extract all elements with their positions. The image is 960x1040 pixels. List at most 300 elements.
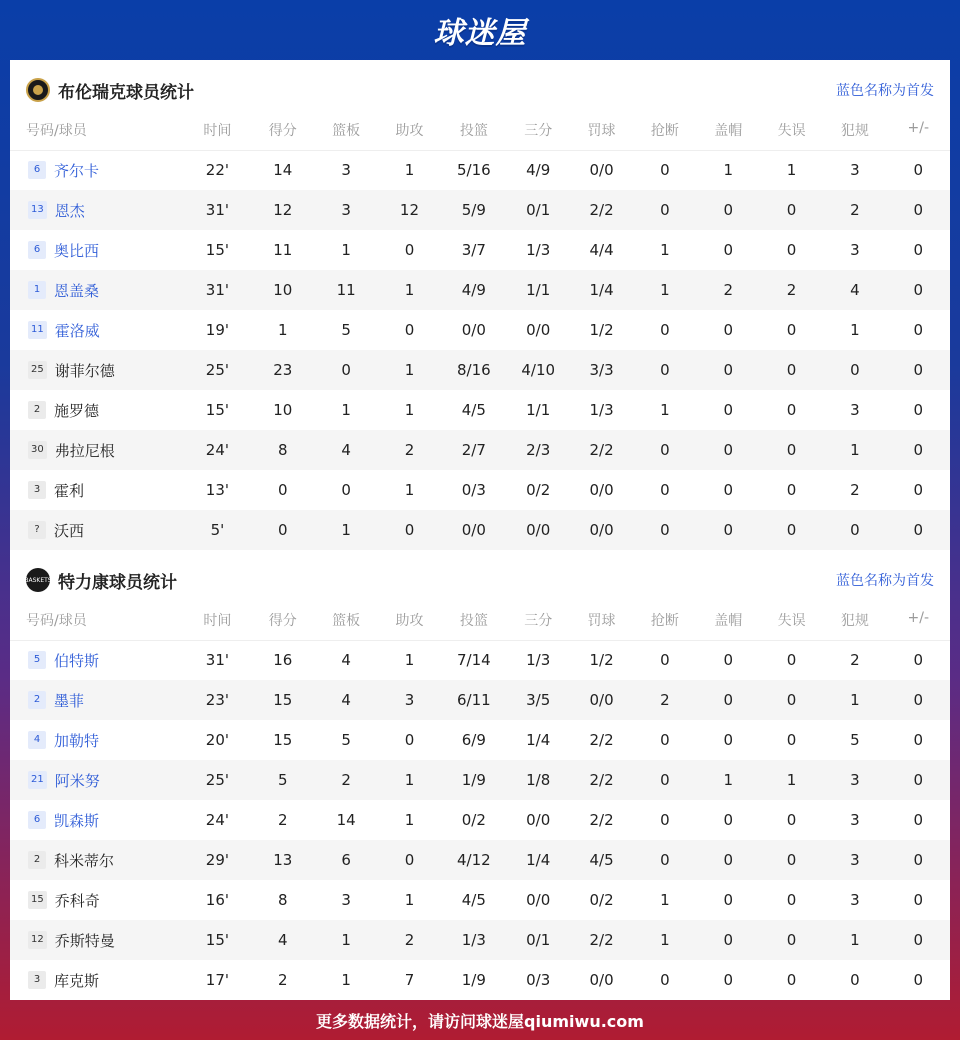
jersey-number-badge: 6 — [28, 161, 46, 179]
table-row[interactable] — [10, 880, 950, 920]
stat-cell: 0 — [760, 680, 823, 720]
stat-cell: 1 — [378, 350, 441, 390]
jersey-number-badge: 4 — [28, 731, 46, 749]
stat-cell: 0 — [887, 470, 950, 510]
table-row[interactable] — [10, 510, 950, 550]
stat-cell: 4 — [314, 430, 377, 470]
jersey-number-badge: 13 — [28, 201, 47, 219]
jersey-number-badge: ? — [28, 521, 46, 539]
stat-cell: 0 — [887, 880, 950, 920]
team-section — [10, 550, 950, 1000]
stat-cell: 2 — [633, 680, 696, 720]
table-row[interactable] — [10, 190, 950, 230]
stat-cell: 0 — [697, 470, 760, 510]
table-row[interactable] — [10, 230, 950, 270]
stat-cell: 7/14 — [441, 640, 506, 680]
player-cell[interactable] — [10, 270, 184, 310]
stat-cell: 1 — [314, 390, 377, 430]
stat-cell: 1/3 — [507, 640, 570, 680]
stat-cell: 22' — [184, 150, 251, 190]
starter-legend-note: 蓝色名称为首发 — [836, 573, 934, 589]
stat-cell: 13 — [251, 840, 314, 880]
player-name-link[interactable]: 加勒特 — [54, 731, 100, 750]
stat-cell: 1/8 — [507, 760, 570, 800]
stat-cell: 17' — [184, 960, 251, 1000]
stat-cell: 4/9 — [507, 150, 570, 190]
stat-cell: 0 — [633, 350, 696, 390]
player-name-link[interactable]: 乔科奇 — [54, 891, 100, 910]
stat-cell: 1 — [378, 390, 441, 430]
stat-cell: 0 — [378, 230, 441, 270]
player-cell[interactable] — [10, 840, 184, 880]
stat-cell: 0/0 — [570, 470, 633, 510]
stat-cell: 14 — [314, 800, 377, 840]
stat-cell: 5 — [251, 760, 314, 800]
stat-cell: 2 — [378, 920, 441, 960]
jersey-number-badge: 11 — [28, 321, 47, 339]
stat-cell: 25' — [184, 350, 251, 390]
stat-cell: 0 — [760, 350, 823, 390]
player-name-link[interactable]: 齐尔卡 — [54, 161, 100, 180]
column-header[interactable]: +/- — [887, 610, 950, 640]
stat-cell: 2 — [823, 470, 886, 510]
stat-cell: 3 — [314, 190, 377, 230]
stat-cell: 19' — [184, 310, 251, 350]
stat-cell: 1/4 — [507, 840, 570, 880]
stat-cell: 2/2 — [570, 430, 633, 470]
stat-cell: 0 — [760, 720, 823, 760]
stat-cell: 2 — [823, 190, 886, 230]
player-cell[interactable] — [10, 960, 184, 1000]
stat-cell: 0 — [760, 880, 823, 920]
footer-banner[interactable]: 更多数据统计，请访问球迷屋qiumiwu.com — [316, 1011, 644, 1031]
table-row[interactable] — [10, 720, 950, 760]
column-header[interactable]: +/- — [887, 120, 950, 150]
stat-cell: 3/3 — [570, 350, 633, 390]
jersey-number-badge: 1 — [28, 281, 46, 299]
stat-cell: 0 — [760, 920, 823, 960]
stat-cell: 1 — [378, 760, 441, 800]
stat-cell: 7 — [378, 960, 441, 1000]
stat-cell: 2 — [314, 760, 377, 800]
stat-cell: 1/1 — [507, 270, 570, 310]
stat-cell: 0 — [697, 960, 760, 1000]
stat-cell: 0/0 — [507, 510, 570, 550]
stat-cell: 12 — [378, 190, 441, 230]
stat-cell: 4/5 — [441, 390, 506, 430]
stat-cell: 0 — [760, 390, 823, 430]
stat-cell: 3 — [823, 230, 886, 270]
stat-cell: 0 — [760, 800, 823, 840]
stat-cell: 0 — [760, 510, 823, 550]
stat-cell: 0 — [887, 960, 950, 1000]
team-title: 特力康球员统计 — [58, 572, 177, 593]
stat-cell: 5 — [314, 720, 377, 760]
player-cell[interactable] — [10, 390, 184, 430]
table-row[interactable] — [10, 760, 950, 800]
stat-cell: 0 — [633, 720, 696, 760]
column-header[interactable]: 罚球 — [570, 120, 633, 150]
column-header[interactable]: 号码/球员 — [10, 610, 184, 640]
stat-cell: 1/4 — [570, 270, 633, 310]
table-header-row — [10, 120, 950, 150]
brand-logo: 球迷屋 — [433, 16, 527, 51]
column-header[interactable]: 抢断 — [633, 610, 696, 640]
stat-cell: 4 — [251, 920, 314, 960]
column-header[interactable]: 犯规 — [823, 120, 886, 150]
stat-cell: 0 — [760, 640, 823, 680]
stat-cell: 1/3 — [441, 920, 506, 960]
stat-cell: 2/2 — [570, 720, 633, 760]
stat-cell: 0/3 — [507, 960, 570, 1000]
stat-cell: 0 — [378, 510, 441, 550]
stat-cell: 0/0 — [507, 310, 570, 350]
stat-cell: 2 — [378, 430, 441, 470]
table-row[interactable] — [10, 640, 950, 680]
stat-cell: 4/5 — [441, 880, 506, 920]
table-row[interactable] — [10, 270, 950, 310]
stat-cell: 0 — [633, 800, 696, 840]
stat-cell: 0 — [251, 470, 314, 510]
stat-cell: 1/2 — [570, 310, 633, 350]
player-name-link[interactable]: 墨菲 — [54, 691, 85, 710]
stat-cell: 1 — [760, 150, 823, 190]
stat-cell: 0/0 — [570, 680, 633, 720]
stat-cell: 0 — [633, 960, 696, 1000]
stat-cell: 12 — [251, 190, 314, 230]
column-header[interactable]: 罚球 — [570, 610, 633, 640]
stat-cell: 0 — [760, 960, 823, 1000]
stat-cell: 0 — [697, 680, 760, 720]
stat-cell: 1 — [378, 880, 441, 920]
stat-cell: 1 — [314, 960, 377, 1000]
stat-cell: 1 — [633, 390, 696, 430]
stat-cell: 24' — [184, 800, 251, 840]
stat-cell: 4/12 — [441, 840, 506, 880]
column-header[interactable]: 失误 — [760, 120, 823, 150]
stat-cell: 0/2 — [441, 800, 506, 840]
stat-cell: 1 — [378, 640, 441, 680]
stat-cell: 0 — [697, 510, 760, 550]
player-name-link[interactable]: 恩杰 — [54, 201, 85, 220]
jersey-number-badge: 6 — [28, 811, 46, 829]
stat-cell: 0 — [887, 640, 950, 680]
stat-cell: 8/16 — [441, 350, 506, 390]
stat-cell: 2/2 — [570, 190, 633, 230]
column-header[interactable]: 盖帽 — [697, 610, 760, 640]
jersey-number-badge: 21 — [28, 771, 47, 789]
player-name-link[interactable]: 沃西 — [54, 521, 85, 540]
stat-cell: 4/4 — [570, 230, 633, 270]
stat-cell: 3 — [823, 880, 886, 920]
stat-cell: 10 — [251, 270, 314, 310]
jersey-number-badge: 3 — [28, 971, 46, 989]
column-header[interactable]: 篮板 — [314, 610, 377, 640]
stat-cell: 0 — [378, 720, 441, 760]
stat-cell: 1 — [378, 800, 441, 840]
player-name-link[interactable]: 霍洛威 — [54, 321, 100, 340]
stat-cell: 4 — [314, 640, 377, 680]
stat-cell: 1 — [633, 230, 696, 270]
stat-cell: 5' — [184, 510, 251, 550]
stat-cell: 0 — [378, 310, 441, 350]
stat-cell: 4/9 — [441, 270, 506, 310]
stat-cell: 2/3 — [507, 430, 570, 470]
jersey-number-badge: 2 — [28, 401, 46, 419]
stat-cell: 1 — [823, 920, 886, 960]
player-cell[interactable] — [10, 720, 184, 760]
column-header[interactable]: 助攻 — [378, 120, 441, 150]
column-header[interactable]: 得分 — [251, 120, 314, 150]
stat-cell: 11 — [251, 230, 314, 270]
player-name-link[interactable]: 科米蒂尔 — [54, 851, 115, 870]
column-header[interactable]: 投篮 — [441, 610, 506, 640]
team-header — [10, 60, 950, 120]
column-header[interactable]: 三分 — [507, 120, 570, 150]
column-header[interactable]: 助攻 — [378, 610, 441, 640]
stat-cell: 4/10 — [507, 350, 570, 390]
stat-cell: 1/9 — [441, 960, 506, 1000]
stat-cell: 5 — [314, 310, 377, 350]
player-name-link[interactable]: 乔斯特曼 — [54, 931, 115, 950]
stat-cell: 23 — [251, 350, 314, 390]
stat-cell: 0 — [697, 430, 760, 470]
player-cell[interactable] — [10, 430, 184, 470]
stat-cell: 0 — [251, 510, 314, 550]
stat-cell: 0 — [697, 800, 760, 840]
player-cell[interactable] — [10, 470, 184, 510]
jersey-number-badge: 12 — [28, 931, 47, 949]
stat-cell: 1 — [823, 430, 886, 470]
stat-cell: 0 — [887, 310, 950, 350]
stat-cell: 8 — [251, 880, 314, 920]
jersey-number-badge: 5 — [28, 651, 46, 669]
column-header[interactable]: 犯规 — [823, 610, 886, 640]
stat-cell: 1 — [314, 920, 377, 960]
player-name-link[interactable]: 奥比西 — [54, 241, 100, 260]
stat-cell: 0 — [887, 800, 950, 840]
stat-cell: 1 — [378, 270, 441, 310]
table-row[interactable] — [10, 470, 950, 510]
stat-cell: 0 — [887, 190, 950, 230]
stat-cell: 0 — [760, 230, 823, 270]
stat-cell: 0 — [314, 470, 377, 510]
jersey-number-badge: 6 — [28, 241, 46, 259]
stat-cell: 10 — [251, 390, 314, 430]
stat-cell: 0 — [633, 310, 696, 350]
player-name-link[interactable]: 伯特斯 — [54, 651, 100, 670]
stat-cell: 0 — [633, 430, 696, 470]
player-cell[interactable] — [10, 350, 184, 390]
stats-panel — [10, 60, 950, 1000]
stat-cell: 1/4 — [507, 720, 570, 760]
jersey-number-badge: 2 — [28, 691, 46, 709]
telekom-baskets-logo-icon: BASKETS — [26, 568, 50, 592]
player-cell[interactable] — [10, 190, 184, 230]
stat-cell: 0/3 — [441, 470, 506, 510]
stat-cell: 0 — [697, 350, 760, 390]
stat-cell: 1 — [633, 880, 696, 920]
teams-container — [10, 60, 950, 1000]
stat-cell: 3 — [378, 680, 441, 720]
stat-cell: 2 — [251, 960, 314, 1000]
table-row[interactable] — [10, 430, 950, 470]
table-row[interactable] — [10, 800, 950, 840]
stat-cell: 2 — [251, 800, 314, 840]
stat-cell: 3 — [823, 800, 886, 840]
table-row[interactable] — [10, 390, 950, 430]
stat-cell: 0 — [887, 760, 950, 800]
column-header[interactable]: 时间 — [184, 610, 251, 640]
stat-cell: 0/0 — [441, 310, 506, 350]
stat-cell: 6 — [314, 840, 377, 880]
stat-cell: 0 — [697, 920, 760, 960]
stat-cell: 1 — [378, 150, 441, 190]
column-header[interactable]: 投篮 — [441, 120, 506, 150]
player-name-link[interactable]: 霍利 — [54, 481, 85, 500]
stat-cell: 0 — [633, 150, 696, 190]
stat-cell: 2 — [760, 270, 823, 310]
table-row[interactable] — [10, 680, 950, 720]
stat-cell: 0 — [697, 640, 760, 680]
column-header[interactable]: 抢断 — [633, 120, 696, 150]
stat-cell: 0 — [887, 350, 950, 390]
stat-cell: 1 — [760, 760, 823, 800]
stat-cell: 16' — [184, 880, 251, 920]
column-header[interactable]: 得分 — [251, 610, 314, 640]
stat-cell: 0/0 — [570, 150, 633, 190]
stat-cell: 0 — [887, 390, 950, 430]
stat-cell: 0 — [823, 510, 886, 550]
stat-cell: 31' — [184, 640, 251, 680]
header — [0, 0, 960, 60]
player-name-link[interactable]: 谢菲尔德 — [54, 361, 115, 380]
stat-cell: 25' — [184, 760, 251, 800]
stat-cell: 2/2 — [570, 800, 633, 840]
player-cell[interactable] — [10, 880, 184, 920]
stat-cell: 1 — [314, 510, 377, 550]
jersey-number-badge: 15 — [28, 891, 47, 909]
stat-cell: 2/2 — [570, 760, 633, 800]
table-row[interactable] — [10, 840, 950, 880]
player-cell[interactable] — [10, 230, 184, 270]
player-cell[interactable] — [10, 680, 184, 720]
column-header[interactable]: 盖帽 — [697, 120, 760, 150]
stat-cell: 0 — [823, 960, 886, 1000]
player-cell[interactable] — [10, 310, 184, 350]
stat-cell: 0 — [633, 840, 696, 880]
stat-cell: 1/1 — [507, 390, 570, 430]
stat-cell: 0 — [887, 270, 950, 310]
stat-cell: 31' — [184, 190, 251, 230]
table-row[interactable] — [10, 960, 950, 1000]
stat-cell: 0 — [697, 390, 760, 430]
stat-cell: 0/0 — [507, 880, 570, 920]
player-name-link[interactable]: 凯森斯 — [54, 811, 100, 830]
table-row[interactable] — [10, 310, 950, 350]
stat-cell: 15 — [251, 720, 314, 760]
stat-cell: 14 — [251, 150, 314, 190]
column-header[interactable]: 篮板 — [314, 120, 377, 150]
stat-cell: 0 — [697, 190, 760, 230]
stat-cell: 0 — [823, 350, 886, 390]
table-row[interactable] — [10, 150, 950, 190]
player-cell[interactable] — [10, 640, 184, 680]
stat-cell: 0/2 — [507, 470, 570, 510]
column-header[interactable]: 失误 — [760, 610, 823, 640]
stat-cell: 3 — [823, 390, 886, 430]
stat-cell: 1/9 — [441, 760, 506, 800]
stat-cell: 0 — [760, 840, 823, 880]
team-title: 布伦瑞克球员统计 — [58, 82, 194, 103]
stat-cell: 4/5 — [570, 840, 633, 880]
stat-cell: 0 — [887, 920, 950, 960]
player-cell[interactable] — [10, 800, 184, 840]
stat-cell: 3/5 — [507, 680, 570, 720]
stat-cell: 0 — [887, 510, 950, 550]
stat-cell: 0/1 — [507, 190, 570, 230]
table-row[interactable] — [10, 350, 950, 390]
stat-cell: 5/16 — [441, 150, 506, 190]
player-name-link[interactable]: 库克斯 — [54, 971, 100, 990]
stat-cell: 15 — [251, 680, 314, 720]
column-header[interactable]: 三分 — [507, 610, 570, 640]
stat-cell: 1 — [251, 310, 314, 350]
stat-cell: 3/7 — [441, 230, 506, 270]
stat-cell: 0 — [760, 470, 823, 510]
stat-cell: 0 — [314, 350, 377, 390]
stat-cell: 0 — [633, 760, 696, 800]
stat-cell: 1 — [314, 230, 377, 270]
player-name-link[interactable]: 阿米努 — [54, 771, 100, 790]
column-header[interactable]: 号码/球员 — [10, 120, 184, 150]
stat-cell: 0/1 — [507, 920, 570, 960]
player-name-link[interactable]: 施罗德 — [54, 401, 100, 420]
stat-cell: 6/11 — [441, 680, 506, 720]
stat-cell: 0 — [760, 310, 823, 350]
player-name-link[interactable]: 恩盖桑 — [54, 281, 100, 300]
player-cell[interactable] — [10, 760, 184, 800]
player-name-link[interactable]: 弗拉尼根 — [54, 441, 115, 460]
stat-cell: 15' — [184, 230, 251, 270]
stat-cell: 4 — [823, 270, 886, 310]
player-cell[interactable] — [10, 510, 184, 550]
stat-cell: 0 — [697, 230, 760, 270]
table-row[interactable] — [10, 920, 950, 960]
stat-cell: 0/0 — [441, 510, 506, 550]
stat-cell: 0 — [760, 430, 823, 470]
stat-cell: 1/3 — [570, 390, 633, 430]
stat-cell: 8 — [251, 430, 314, 470]
stat-cell: 0 — [887, 230, 950, 270]
stat-cell: 3 — [823, 840, 886, 880]
stat-cell: 0 — [887, 150, 950, 190]
stat-cell: 3 — [823, 760, 886, 800]
stat-cell: 2/2 — [570, 920, 633, 960]
stat-cell: 3 — [823, 150, 886, 190]
stat-cell: 16 — [251, 640, 314, 680]
player-cell[interactable] — [10, 920, 184, 960]
player-cell[interactable] — [10, 150, 184, 190]
stat-cell: 0/0 — [507, 800, 570, 840]
jersey-number-badge: 25 — [28, 361, 47, 379]
stat-cell: 31' — [184, 270, 251, 310]
stat-cell: 1 — [633, 270, 696, 310]
stat-cell: 1 — [697, 150, 760, 190]
column-header[interactable]: 时间 — [184, 120, 251, 150]
stat-cell: 0 — [760, 190, 823, 230]
stat-cell: 0 — [633, 190, 696, 230]
